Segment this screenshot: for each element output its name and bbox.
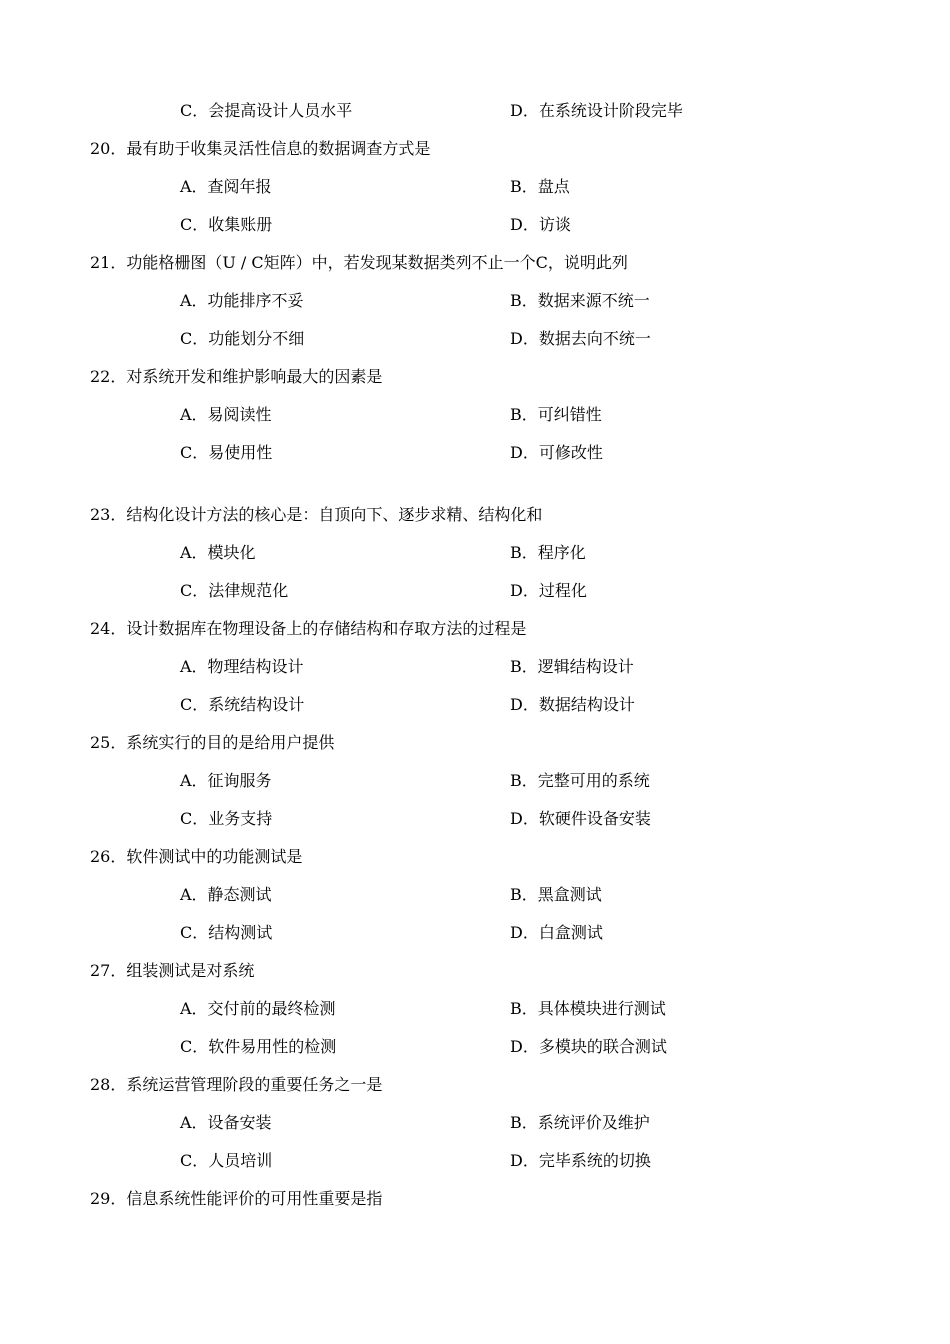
option-b: B．完整可用的系统: [510, 771, 650, 790]
option-b: B．具体模块进行测试: [510, 999, 666, 1018]
question-27: 27．组装测试是对系统: [90, 961, 255, 980]
option-c: C．法律规范化: [180, 581, 289, 600]
option-b: B．数据来源不统一: [510, 291, 650, 310]
option-c: C．功能划分不细: [180, 329, 305, 348]
option-d: D．数据结构设计: [510, 695, 635, 714]
option-a: A．静态测试: [180, 885, 272, 904]
option-d: D．数据去向不统一: [510, 329, 651, 348]
option-c: C．易使用性: [180, 443, 273, 462]
question-23: 23．结构化设计方法的核心是：自顶向下、逐步求精、结构化和: [90, 505, 543, 524]
option-d: D．多模块的联合测试: [510, 1037, 667, 1056]
option-d: D．完毕系统的切换: [510, 1151, 651, 1170]
question-22: 22．对系统开发和维护影响最大的因素是: [90, 367, 383, 386]
option-a: A．模块化: [180, 543, 256, 562]
option-d: D．过程化: [510, 581, 587, 600]
option-d: D．可修改性: [510, 443, 603, 462]
option-d: D．白盒测试: [510, 923, 603, 942]
option-a: A．物理结构设计: [180, 657, 304, 676]
option-a: A．易阅读性: [180, 405, 272, 424]
option-b: B．黑盒测试: [510, 885, 602, 904]
option-b: B．程序化: [510, 543, 586, 562]
option-c: C．软件易用性的检测: [180, 1037, 337, 1056]
option-c: C．收集账册: [180, 215, 273, 234]
question-24: 24．设计数据库在物理设备上的存储结构和存取方法的过程是: [90, 619, 527, 638]
option-a: A．功能排序不妥: [180, 291, 304, 310]
option-b: B．盘点: [510, 177, 570, 196]
option-c: C．结构测试: [180, 923, 273, 942]
option-c: C．会提高设计人员水平: [180, 101, 353, 120]
option-a: A．查阅年报: [180, 177, 272, 196]
option-a: A．设备安装: [180, 1113, 272, 1132]
question-20: 20．最有助于收集灵活性信息的数据调查方式是: [90, 139, 431, 158]
option-a: A．交付前的最终检测: [180, 999, 336, 1018]
option-c: C．人员培训: [180, 1151, 273, 1170]
option-d: D．软硬件设备安装: [510, 809, 651, 828]
question-21: 21．功能格栅图（U / C矩阵）中，若发现某数据类列不止一个C，说明此列: [90, 253, 628, 272]
question-25: 25．系统实行的目的是给用户提供: [90, 733, 335, 752]
option-b: B．逻辑结构设计: [510, 657, 634, 676]
question-28: 28．系统运营管理阶段的重要任务之一是: [90, 1075, 383, 1094]
option-d: D．访谈: [510, 215, 571, 234]
option-d: D．在系统设计阶段完毕: [510, 101, 683, 120]
option-a: A．征询服务: [180, 771, 272, 790]
option-b: B．系统评价及维护: [510, 1113, 650, 1132]
option-c: C．业务支持: [180, 809, 273, 828]
option-b: B．可纠错性: [510, 405, 602, 424]
option-c: C．系统结构设计: [180, 695, 305, 714]
question-29: 29．信息系统性能评价的可用性重要是指: [90, 1189, 383, 1208]
question-26: 26．软件测试中的功能测试是: [90, 847, 303, 866]
